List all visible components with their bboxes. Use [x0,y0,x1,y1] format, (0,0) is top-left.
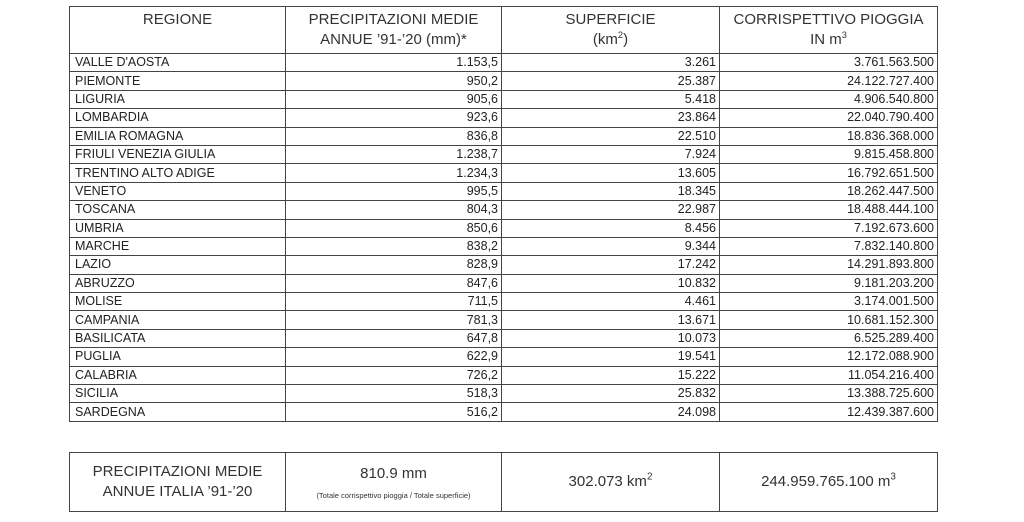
summary-row [70,453,938,512]
cell-superficie: 18.345 [502,182,720,200]
cell-regione: ABRUZZO [70,274,286,292]
header-regione: REGIONE [70,7,286,54]
table-row [70,366,938,384]
cell-precipitazioni: 828,9 [286,256,502,274]
cell-superficie: 10.073 [502,329,720,347]
table-row [70,90,938,108]
cell-superficie: 19.541 [502,348,720,366]
cell-corrispettivo: 9.181.203.200 [720,274,938,292]
cell-precipitazioni: 647,8 [286,329,502,347]
cell-regione: MARCHE [70,237,286,255]
cell-superficie: 9.344 [502,237,720,255]
cell-precipitazioni: 804,3 [286,201,502,219]
table-row [70,329,938,347]
cell-regione: PUGLIA [70,348,286,366]
cell-regione: CAMPANIA [70,311,286,329]
cell-corrispettivo: 3.174.001.500 [720,293,938,311]
cell-regione: EMILIA ROMAGNA [70,127,286,145]
table-header [70,7,938,54]
cell-regione: PIEMONTE [70,72,286,90]
cell-superficie: 25.387 [502,72,720,90]
table-row [70,145,938,163]
summary-label: PRECIPITAZIONI MEDIE ANNUE ITALIA ’91-’20 [70,453,286,512]
cell-superficie: 5.418 [502,90,720,108]
cell-corrispettivo: 6.525.289.400 [720,329,938,347]
summary-corrispettivo: 244.959.765.100 $m^3$ [720,453,938,512]
cell-corrispettivo: 4.906.540.800 [720,90,938,108]
cell-precipitazioni: 518,3 [286,385,502,403]
cell-superficie: 24.098 [502,403,720,421]
cell-corrispettivo: 18.488.444.100 [720,201,938,219]
cell-precipitazioni: 923,6 [286,109,502,127]
cell-corrispettivo: 7.192.673.600 [720,219,938,237]
cell-regione: MOLISE [70,293,286,311]
cell-regione: TRENTINO ALTO ADIGE [70,164,286,182]
cell-regione: LOMBARDIA [70,109,286,127]
cell-superficie: 25.832 [502,385,720,403]
cell-superficie: 7.924 [502,145,720,163]
table-row [70,237,938,255]
cell-corrispettivo: 14.291.893.800 [720,256,938,274]
cell-precipitazioni: 711,5 [286,293,502,311]
cell-regione: SICILIA [70,385,286,403]
table-row [70,182,938,200]
cell-precipitazioni: 950,2 [286,72,502,90]
table-row [70,403,938,421]
cell-regione: VALLE D'AOSTA [70,54,286,72]
table-row [70,385,938,403]
table-row [70,348,938,366]
cell-superficie: 22.510 [502,127,720,145]
header-superficie: SUPERFICIE $(km^2)$ [502,7,720,54]
summary-precip-note: (Totale corrispettivo pioggia / Totale superficie) [316,490,471,500]
summary-precipitazioni: 810.9 mm (Totale corrispettivo pioggia / Totale superficie) [286,453,502,512]
cell-corrispettivo: 3.761.563.500 [720,54,938,72]
cell-superficie: 8.456 [502,219,720,237]
regional-precipitation-table [69,6,938,422]
cell-precipitazioni: 847,6 [286,274,502,292]
cell-precipitazioni: 838,2 [286,237,502,255]
table-row [70,109,938,127]
cell-corrispettivo: 7.832.140.800 [720,237,938,255]
cell-corrispettivo: 12.439.387.600 [720,403,938,421]
cell-superficie: 23.864 [502,109,720,127]
summary-superficie: 302.073 $km^2$ [502,453,720,512]
table-row [70,127,938,145]
cell-precipitazioni: 622,9 [286,348,502,366]
cell-regione: BASILICATA [70,329,286,347]
cell-corrispettivo: 13.388.725.600 [720,385,938,403]
cell-regione: UMBRIA [70,219,286,237]
table-row [70,274,938,292]
cell-regione: FRIULI VENEZIA GIULIA [70,145,286,163]
header-corrispettivo: CORRISPETTIVO PIOGGIA IN $m^3$ [720,7,938,54]
cell-superficie: 22.987 [502,201,720,219]
summary-table [69,452,938,512]
cell-regione: SARDEGNA [70,403,286,421]
cell-corrispettivo: 18.262.447.500 [720,182,938,200]
cell-regione: TOSCANA [70,201,286,219]
cell-precipitazioni: 781,3 [286,311,502,329]
table-row [70,72,938,90]
cell-precipitazioni: 905,6 [286,90,502,108]
cell-corrispettivo: 9.815.458.800 [720,145,938,163]
cell-superficie: 13.605 [502,164,720,182]
table-body [70,54,938,422]
cell-precipitazioni: 1.153,5 [286,54,502,72]
cell-superficie: 15.222 [502,366,720,384]
cell-superficie: 17.242 [502,256,720,274]
cell-precipitazioni: 836,8 [286,127,502,145]
table-row [70,293,938,311]
cell-corrispettivo: 10.681.152.300 [720,311,938,329]
table-row [70,54,938,72]
cell-regione: VENETO [70,182,286,200]
table-row [70,256,938,274]
cell-superficie: 13.671 [502,311,720,329]
cell-superficie: 3.261 [502,54,720,72]
cell-corrispettivo: 18.836.368.000 [720,127,938,145]
cell-corrispettivo: 12.172.088.900 [720,348,938,366]
cell-corrispettivo: 16.792.651.500 [720,164,938,182]
cell-corrispettivo: 11.054.216.400 [720,366,938,384]
cell-precipitazioni: 726,2 [286,366,502,384]
cell-precipitazioni: 850,6 [286,219,502,237]
cell-precipitazioni: 995,5 [286,182,502,200]
cell-regione: CALABRIA [70,366,286,384]
cell-superficie: 4.461 [502,293,720,311]
cell-precipitazioni: 1.234,3 [286,164,502,182]
table-row [70,201,938,219]
cell-regione: LAZIO [70,256,286,274]
table-row [70,164,938,182]
table-row [70,311,938,329]
cell-regione: LIGURIA [70,90,286,108]
cell-corrispettivo: 24.122.727.400 [720,72,938,90]
header-precipitazioni: PRECIPITAZIONI MEDIE ANNUE ’91-’20 (mm)* [286,7,502,54]
cell-precipitazioni: 516,2 [286,403,502,421]
table-row [70,219,938,237]
cell-precipitazioni: 1.238,7 [286,145,502,163]
cell-superficie: 10.832 [502,274,720,292]
cell-corrispettivo: 22.040.790.400 [720,109,938,127]
